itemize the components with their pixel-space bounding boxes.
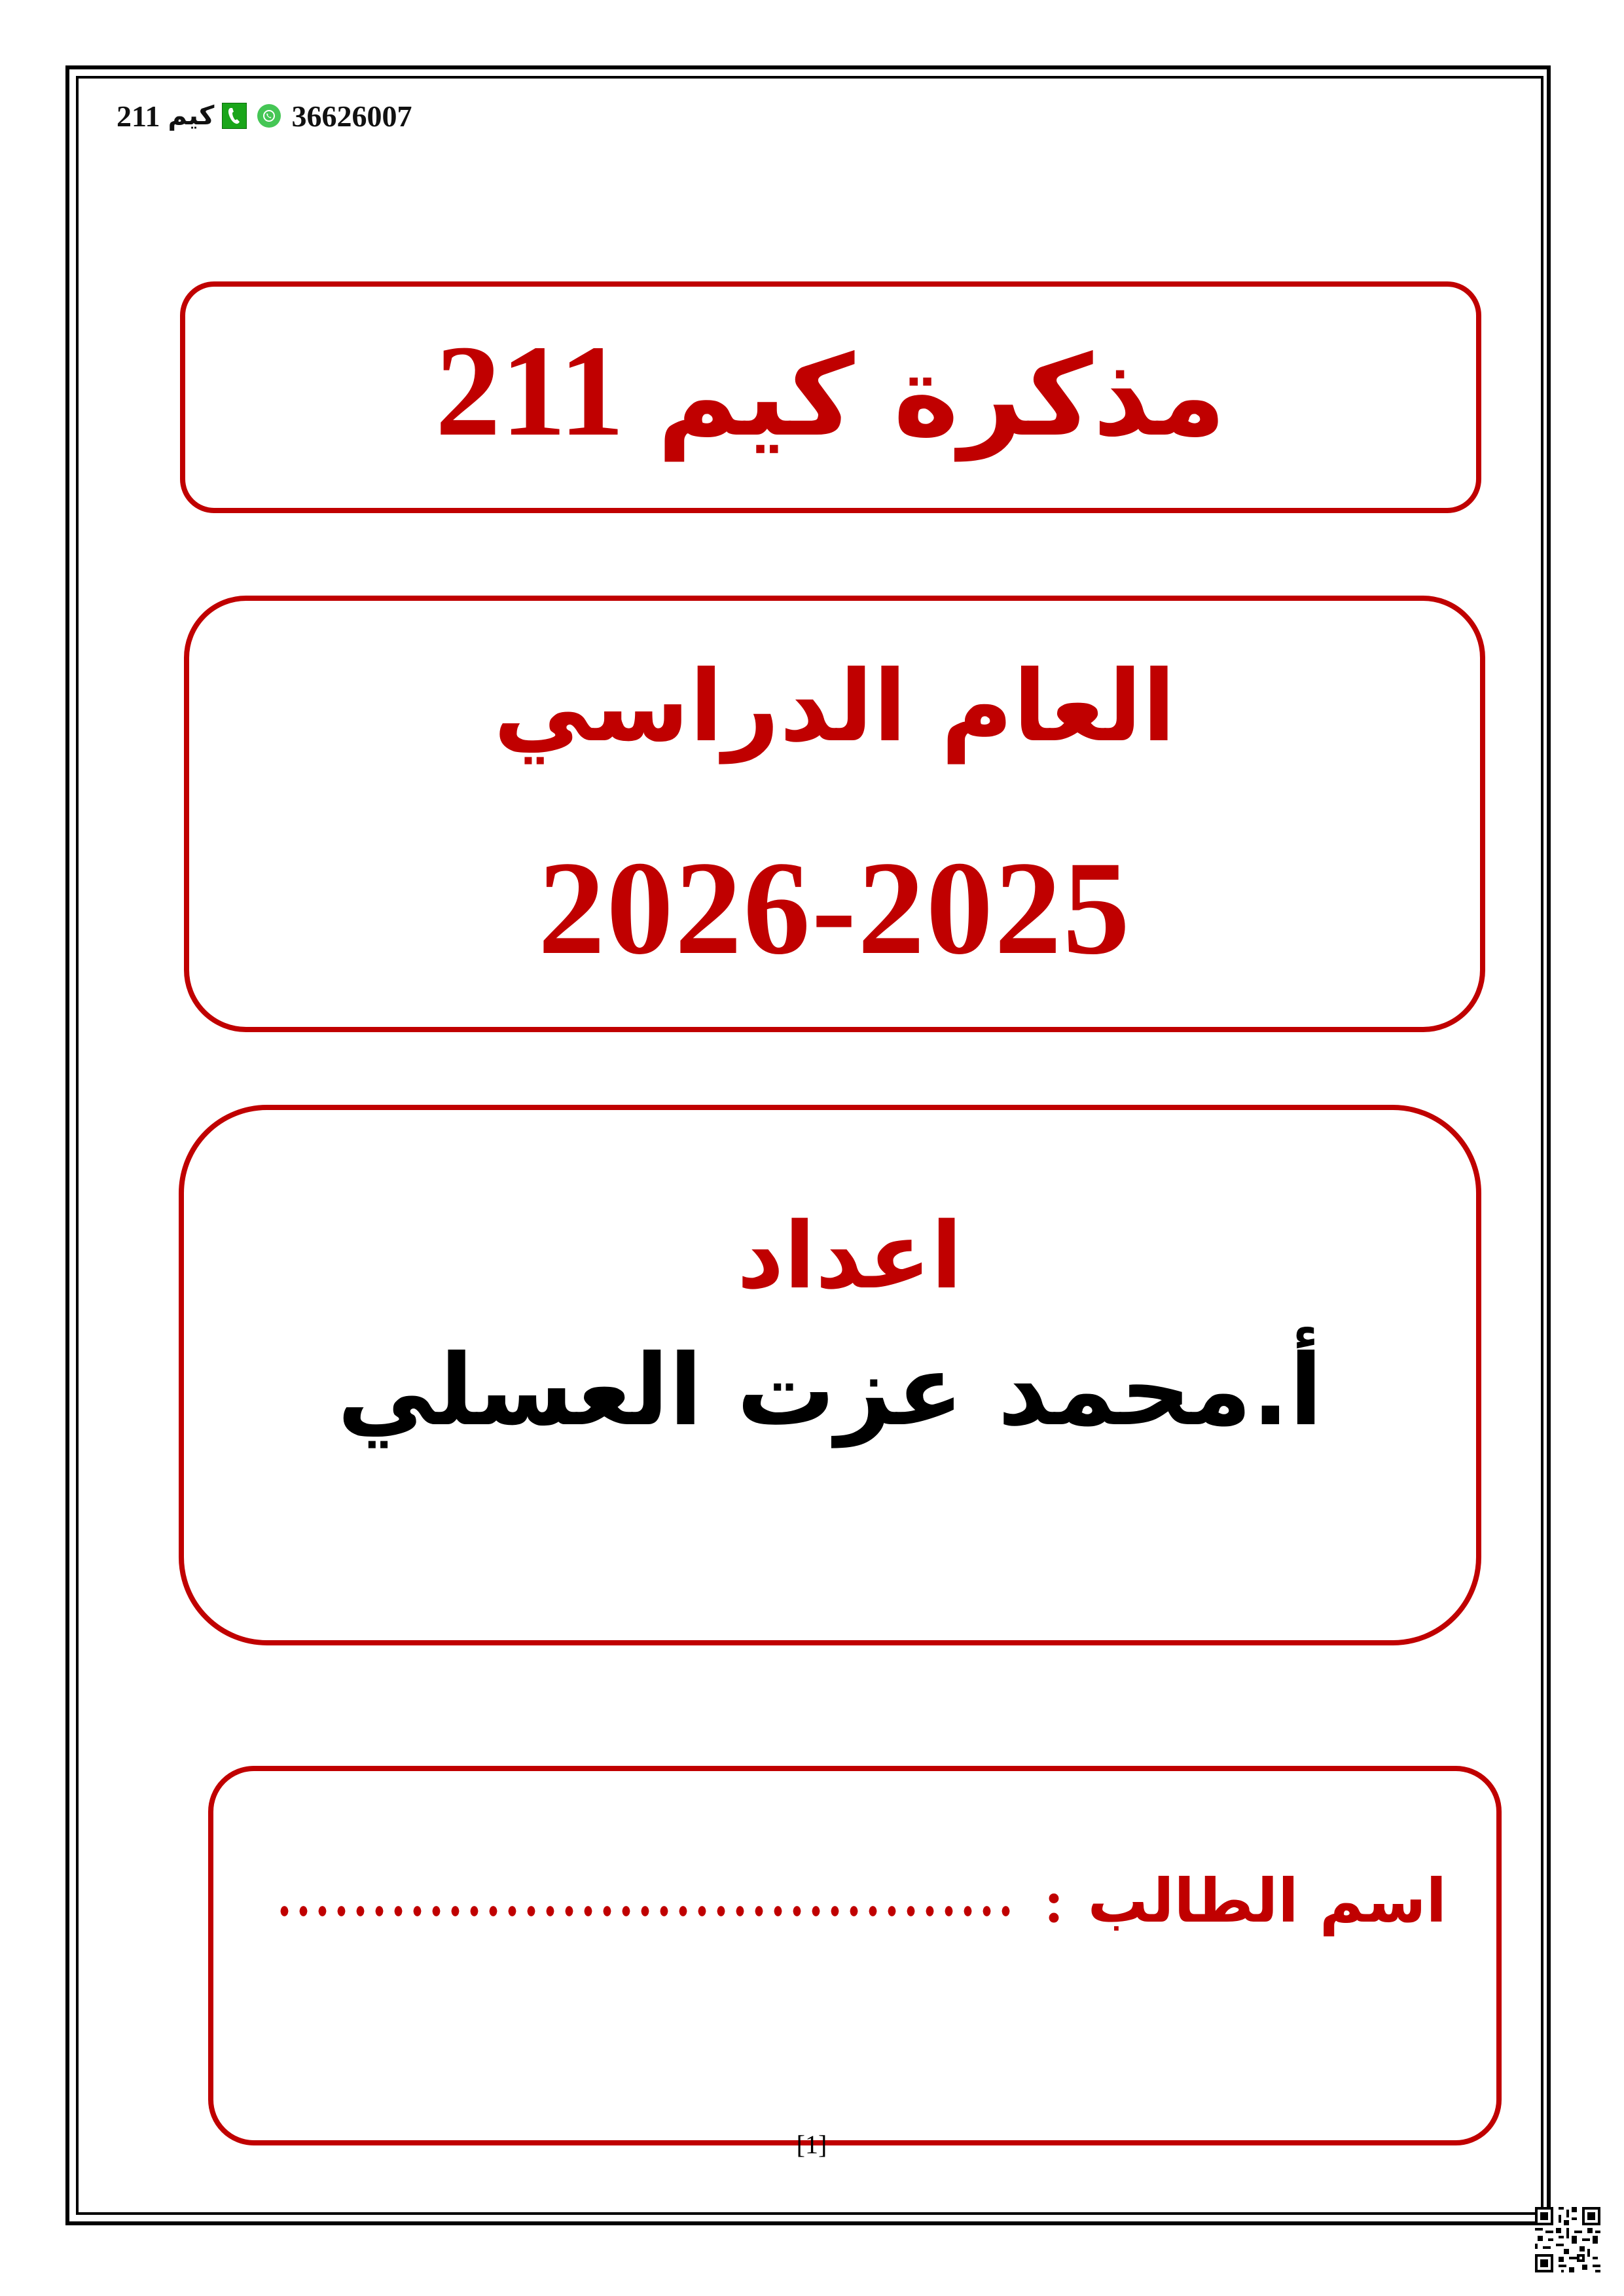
prepared-by-label: اعداد [736,1203,963,1310]
academic-year-label: العام الدراسي [493,650,1176,764]
page-number: [1] [796,2130,827,2159]
phone-icon [222,103,247,129]
student-name-field[interactable] [275,1905,1020,1944]
header-course-code: 211 [117,99,160,133]
student-name-separator: : [1043,1868,1064,1935]
document-title [180,306,1481,482]
academic-year-value: 2026-2025 [537,834,1132,982]
contact-header [117,98,412,134]
title-text: مذكرة كيم [657,332,1227,461]
student-name-label: اسم الطالب [1087,1866,1447,1936]
author-name: أ.محمد عزت العسلي [337,1334,1323,1448]
qr-code-icon [1535,2207,1600,2272]
header-phone-number: 36626007 [291,99,412,133]
dotted-fill-line [275,1905,1020,1918]
whatsapp-icon [257,104,281,128]
student-name-box [208,1766,1502,2145]
header-course-name: كيم [168,101,215,131]
title-number: 211 [435,319,624,463]
student-name-row [275,1852,1447,1950]
